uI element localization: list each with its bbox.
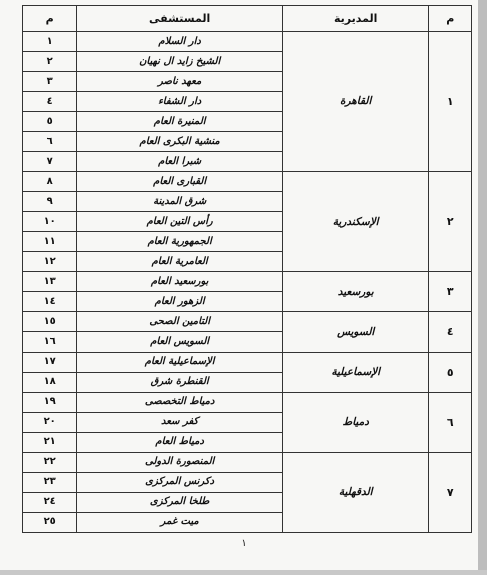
hospital-number: ٢٤ <box>23 492 77 512</box>
table-row <box>23 392 472 412</box>
header-gov-number: م <box>429 6 472 32</box>
hospital-number: ٢٥ <box>23 512 77 532</box>
hospital-number: ١ <box>23 32 77 52</box>
hospital-name: الإسماعيلية العام <box>77 352 283 372</box>
hospital-number: ١٩ <box>23 392 77 412</box>
hospital-number: ١٠ <box>23 212 77 232</box>
hospital-name: كفر سعد <box>77 412 283 432</box>
governorate-name: الإسكندرية <box>282 172 429 272</box>
governorate-name: الدقهلية <box>282 452 429 532</box>
table-body <box>23 32 472 533</box>
table-row <box>23 32 472 52</box>
hospital-number: ٥ <box>23 112 77 132</box>
hospital-name: الجمهورية العام <box>77 232 283 252</box>
hospital-name: الزهور العام <box>77 292 283 312</box>
hospitals-table <box>22 5 472 533</box>
hospital-number: ٩ <box>23 192 77 212</box>
governorate-name: دمياط <box>282 392 429 452</box>
hospital-name: رأس التين العام <box>77 212 283 232</box>
hospital-name: دكرنس المركزى <box>77 472 283 492</box>
header-governorate: المديرية <box>282 6 429 32</box>
governorate-number: ٦ <box>429 392 472 452</box>
page-number: ١ <box>241 538 247 549</box>
header-hospital-number: م <box>23 6 77 32</box>
governorate-number: ٢ <box>429 172 472 272</box>
hospital-number: ٧ <box>23 152 77 172</box>
page-edge-shadow <box>478 0 487 575</box>
table-row <box>23 172 472 192</box>
hospital-number: ١٣ <box>23 272 77 292</box>
hospital-number: ١٧ <box>23 352 77 372</box>
hospital-number: ٢٠ <box>23 412 77 432</box>
governorate-number: ١ <box>429 32 472 172</box>
governorate-number: ٤ <box>429 312 472 352</box>
hospital-number: ١٤ <box>23 292 77 312</box>
governorate-name: الإسماعيلية <box>282 352 429 392</box>
hospital-number: ١١ <box>23 232 77 252</box>
hospital-name: معهد ناصر <box>77 72 283 92</box>
hospital-name: شبرا العام <box>77 152 283 172</box>
hospital-name: المنصورة الدولى <box>77 452 283 472</box>
governorate-name: القاهرة <box>282 32 429 172</box>
hospital-number: ٢١ <box>23 432 77 452</box>
table-row <box>23 272 472 292</box>
hospital-number: ٨ <box>23 172 77 192</box>
hospital-number: ٢٢ <box>23 452 77 472</box>
hospital-number: ٣ <box>23 72 77 92</box>
hospital-number: ٢٣ <box>23 472 77 492</box>
hospital-number: ١٦ <box>23 332 77 352</box>
hospital-number: ٤ <box>23 92 77 112</box>
hospital-name: المنيرة العام <box>77 112 283 132</box>
hospital-name: دار الشفاء <box>77 92 283 112</box>
hospital-name: بورسعيد العام <box>77 272 283 292</box>
hospital-name: دمياط العام <box>77 432 283 452</box>
hospital-name: السويس العام <box>77 332 283 352</box>
hospital-name: منشية البكرى العام <box>77 132 283 152</box>
governorate-number: ٧ <box>429 452 472 532</box>
table-row <box>23 352 472 372</box>
hospital-name: العامرية العام <box>77 252 283 272</box>
hospital-name: دار السلام <box>77 32 283 52</box>
hospital-number: ٦ <box>23 132 77 152</box>
governorate-number: ٥ <box>429 352 472 392</box>
header-hospital: المستشفى <box>77 6 283 32</box>
hospital-name: طلخا المركزى <box>77 492 283 512</box>
hospital-name: القبارى العام <box>77 172 283 192</box>
governorate-name: بورسعيد <box>282 272 429 312</box>
hospital-number: ١٥ <box>23 312 77 332</box>
page-edge-bottom <box>0 570 487 575</box>
hospital-name: ميت غمر <box>77 512 283 532</box>
hospital-name: دمياط التخصصى <box>77 392 283 412</box>
governorate-name: السويس <box>282 312 429 352</box>
table-row <box>23 312 472 332</box>
hospital-number: ١٨ <box>23 372 77 392</box>
table-header-row <box>23 6 472 32</box>
hospital-name: الشيخ زايد ال نهيان <box>77 52 283 72</box>
hospital-name: القنطرة شرق <box>77 372 283 392</box>
hospital-number: ١٢ <box>23 252 77 272</box>
hospital-name: التامين الصحى <box>77 312 283 332</box>
table-row <box>23 452 472 472</box>
hospital-number: ٢ <box>23 52 77 72</box>
hospital-name: شرق المدينة <box>77 192 283 212</box>
governorate-number: ٣ <box>429 272 472 312</box>
